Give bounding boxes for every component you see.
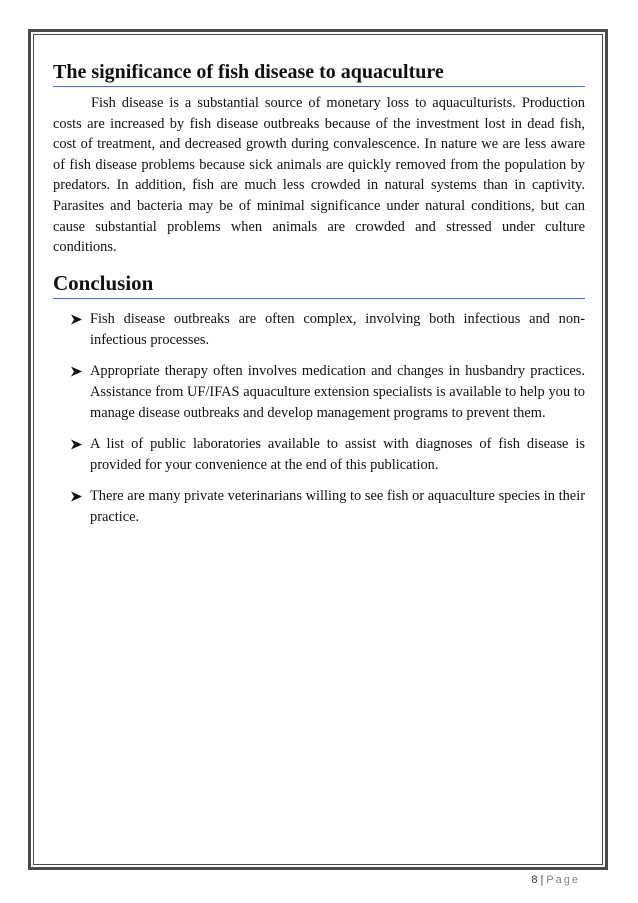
page-number: 8	[531, 874, 538, 886]
bullet-item	[53, 309, 585, 352]
section-heading-conclusion: Conclusion	[53, 268, 585, 299]
arrowhead-bullet-icon	[70, 309, 84, 330]
bullet-text: A list of public laboratories available to assist with diagnoses of fish disease is provided for your convenience at the end of this publication.	[90, 435, 585, 474]
section-heading-significance: The significance of fish disease to aquaculture	[53, 58, 585, 87]
page-content	[53, 58, 585, 537]
footer-separator: |	[540, 874, 544, 886]
bullet-item	[53, 434, 585, 477]
bullet-text: Fish disease outbreaks are often complex, involving both infectious and non-infectious processes.	[90, 310, 585, 349]
arrowhead-bullet-icon	[70, 434, 84, 455]
conclusion-bullet-list	[53, 309, 585, 529]
bullet-text: There are many private veterinarians willing to see fish or aquaculture species in their practice.	[90, 487, 585, 525]
significance-paragraph: Fish disease is a substantial source of monetary loss to aquaculturists. Production costs are increased by fish disease outbreaks because of the investment lost in dead fish, cost of treatment, and decreased growth during convalescence. In nature we are less aware of fish disease problems because sick animals are quickly removed from the population by predators. In addition, fish are much less crowded in natural systems than in captivity. Parasites and bacteria may be of minimal significance under natural conditions, but can cause substantial problems when animals are crowded and stressed under culture conditions.	[53, 95, 585, 256]
bullet-text: Appropriate therapy often involves medication and changes in husbandry practices. Assistance from UF/IFAS aquaculture extension specialists is available to help you to manage disease outbreaks and develop management programs to prevent them.	[90, 362, 585, 422]
page-footer	[531, 873, 580, 887]
arrowhead-bullet-icon	[70, 361, 84, 382]
page-label: Page	[546, 874, 580, 886]
bullet-item	[53, 486, 585, 529]
arrowhead-bullet-icon	[70, 486, 84, 507]
bullet-item	[53, 361, 585, 425]
